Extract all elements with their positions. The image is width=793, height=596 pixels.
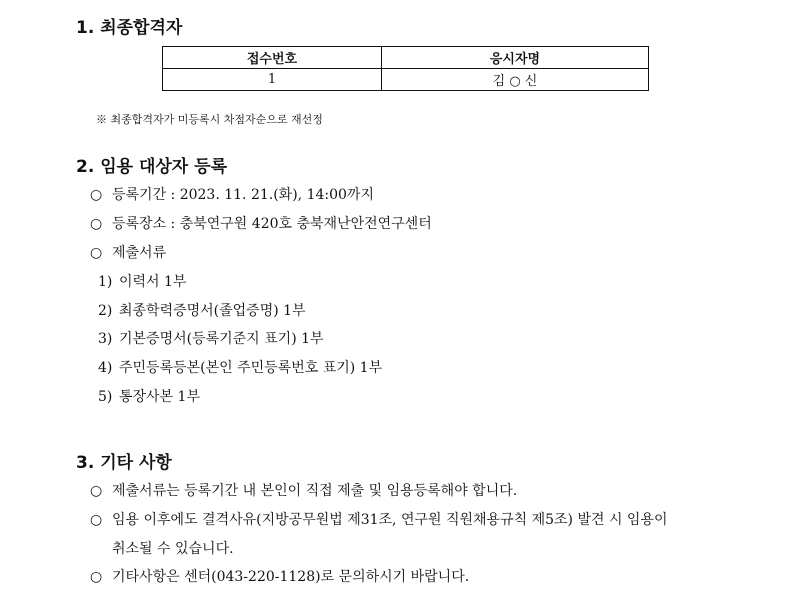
other-item-2-text-line1: 임용 이후에도 결격사유(지방공무원법 제31조, 연구원 직원채용규칙 제5조) 발견 시 임용이 bbox=[112, 512, 668, 528]
list-item-text: 통장사본 1부 bbox=[119, 389, 200, 405]
list-item-number: 3) bbox=[98, 331, 113, 347]
circle-bullet-icon: ○ bbox=[90, 216, 103, 232]
other-item-2-continued bbox=[112, 538, 234, 558]
header-application-number: 접수번호 bbox=[163, 47, 382, 69]
registration-place-item bbox=[90, 213, 432, 233]
list-item-number: 5) bbox=[98, 389, 113, 405]
cell-application-number: 1 bbox=[163, 69, 382, 91]
cell-applicant-name: 김 ○ 신 bbox=[382, 69, 649, 91]
table-header-row bbox=[163, 47, 649, 69]
table-row bbox=[163, 69, 649, 91]
registration-period-item bbox=[90, 184, 374, 204]
list-item-number: 2) bbox=[98, 303, 113, 319]
documents-label-text: 제출서류 bbox=[112, 245, 167, 261]
registration-place-text: 등록장소 : 충북연구원 420호 충북재난안전연구센터 bbox=[112, 216, 432, 232]
circle-bullet-icon: ○ bbox=[90, 483, 103, 499]
section-2-title: 2. 임용 대상자 등록 bbox=[76, 157, 227, 177]
other-item-3-text: 기타사항은 센터(043-220-1128)로 문의하시기 바랍니다. bbox=[112, 569, 470, 585]
circle-bullet-icon: ○ bbox=[90, 187, 103, 203]
list-item bbox=[98, 357, 382, 377]
circle-bullet-icon: ○ bbox=[90, 245, 103, 261]
other-item-1 bbox=[90, 480, 517, 500]
list-item-number: 4) bbox=[98, 360, 113, 376]
circle-bullet-icon: ○ bbox=[90, 569, 103, 585]
list-item bbox=[98, 271, 186, 291]
final-applicant-table bbox=[162, 46, 649, 91]
list-item-number: 1) bbox=[98, 274, 113, 290]
other-item-2 bbox=[90, 509, 668, 529]
list-item-text: 최종학력증명서(졸업증명) 1부 bbox=[119, 303, 306, 319]
list-item bbox=[98, 328, 324, 348]
reselection-note: ※ 최종합격자가 미등록시 차점자순으로 재선정 bbox=[96, 113, 323, 126]
other-item-1-text: 제출서류는 등록기간 내 본인이 직접 제출 및 임용등록해야 합니다. bbox=[112, 483, 518, 499]
header-applicant-name: 응시자명 bbox=[382, 47, 649, 69]
other-item-2-text-line2: 취소될 수 있습니다. bbox=[112, 541, 234, 557]
list-item bbox=[98, 386, 200, 406]
other-item-3 bbox=[90, 566, 469, 586]
circle-bullet-icon: ○ bbox=[90, 512, 103, 528]
list-item-text: 이력서 1부 bbox=[119, 274, 187, 290]
section-1-title: 1. 최종합격자 bbox=[76, 18, 183, 38]
list-item bbox=[98, 300, 306, 320]
list-item-text: 기본증명서(등록기준지 표기) 1부 bbox=[119, 331, 324, 347]
section-3-title: 3. 기타 사항 bbox=[76, 453, 172, 473]
list-item-text: 주민등록등본(본인 주민등록번호 표기) 1부 bbox=[119, 360, 383, 376]
documents-label-item bbox=[90, 242, 166, 262]
registration-period-text: 등록기간 : 2023. 11. 21.(화), 14:00까지 bbox=[112, 187, 374, 203]
